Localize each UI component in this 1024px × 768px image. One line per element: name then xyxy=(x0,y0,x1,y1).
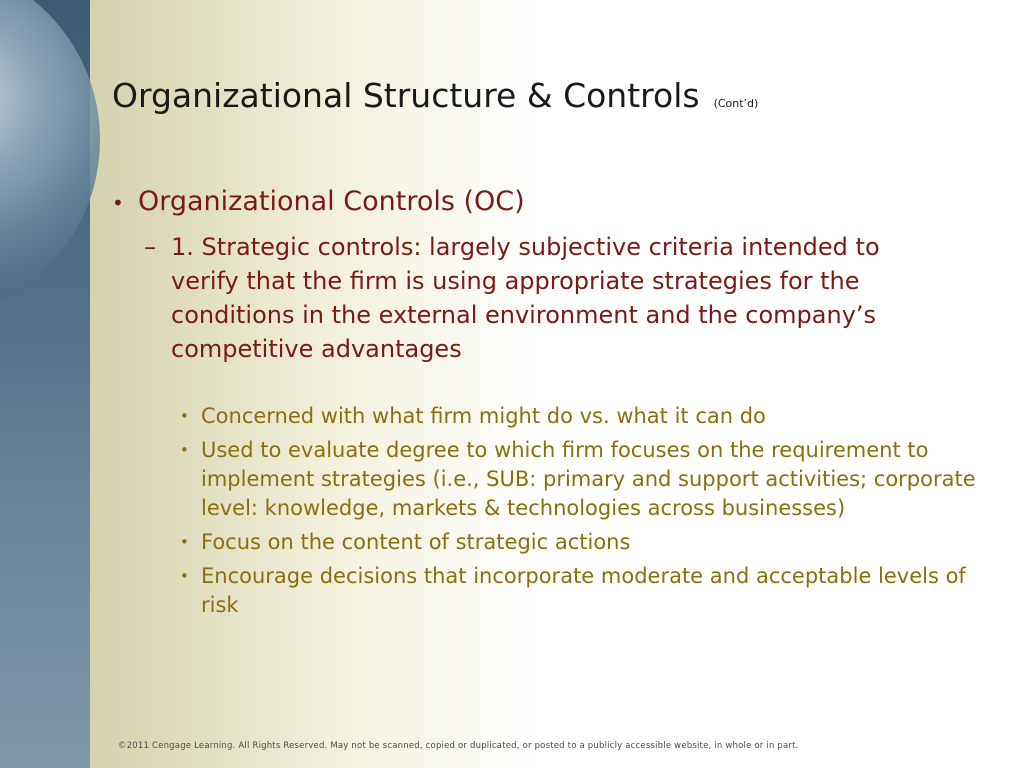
level3-text: Used to evaluate degree to which firm focuses on the requirement to implement strategies (i.e., SUB: primary and support activities; corporate level: knowledge, markets & technologies across businesses) xyxy=(201,438,976,520)
bullet-icon: • xyxy=(180,533,189,551)
bullet-icon: • xyxy=(112,190,124,215)
bullet-icon: • xyxy=(180,407,189,425)
level3-text: Focus on the content of strategic actions xyxy=(201,530,631,554)
level3-bullet-item xyxy=(180,562,980,620)
title-text: Organizational Structure & Controls xyxy=(112,76,700,115)
level1-text: Organizational Controls (OC) xyxy=(138,186,525,217)
title-suffix: (Cont’d) xyxy=(713,97,759,110)
bullet-icon: • xyxy=(180,441,189,459)
level2-text: 1. Strategic controls: largely subjective criteria intended to verify that the firm is using appropriate strategies for the conditions in the external environment and the company’s competitive advantages xyxy=(171,233,880,363)
level3-bullet-item xyxy=(180,436,980,523)
copyright-footer: ©2011 Cengage Learning. All Rights Reserved. May not be scanned, copied or duplicated, or posted to a publicly accessible website, in whole or in part. xyxy=(118,741,799,751)
slide-title xyxy=(112,76,758,115)
level2-dash-item xyxy=(144,230,931,366)
level1-bullet-item xyxy=(112,186,525,217)
level3-text: Concerned with what firm might do vs. what it can do xyxy=(201,404,766,428)
level3-bullet-item xyxy=(180,528,980,557)
bullet-icon: • xyxy=(180,567,189,585)
level3-bullet-list xyxy=(180,402,980,625)
dash-icon: – xyxy=(144,233,156,261)
level3-text: Encourage decisions that incorporate moderate and acceptable levels of risk xyxy=(201,564,966,617)
level3-bullet-item xyxy=(180,402,980,431)
